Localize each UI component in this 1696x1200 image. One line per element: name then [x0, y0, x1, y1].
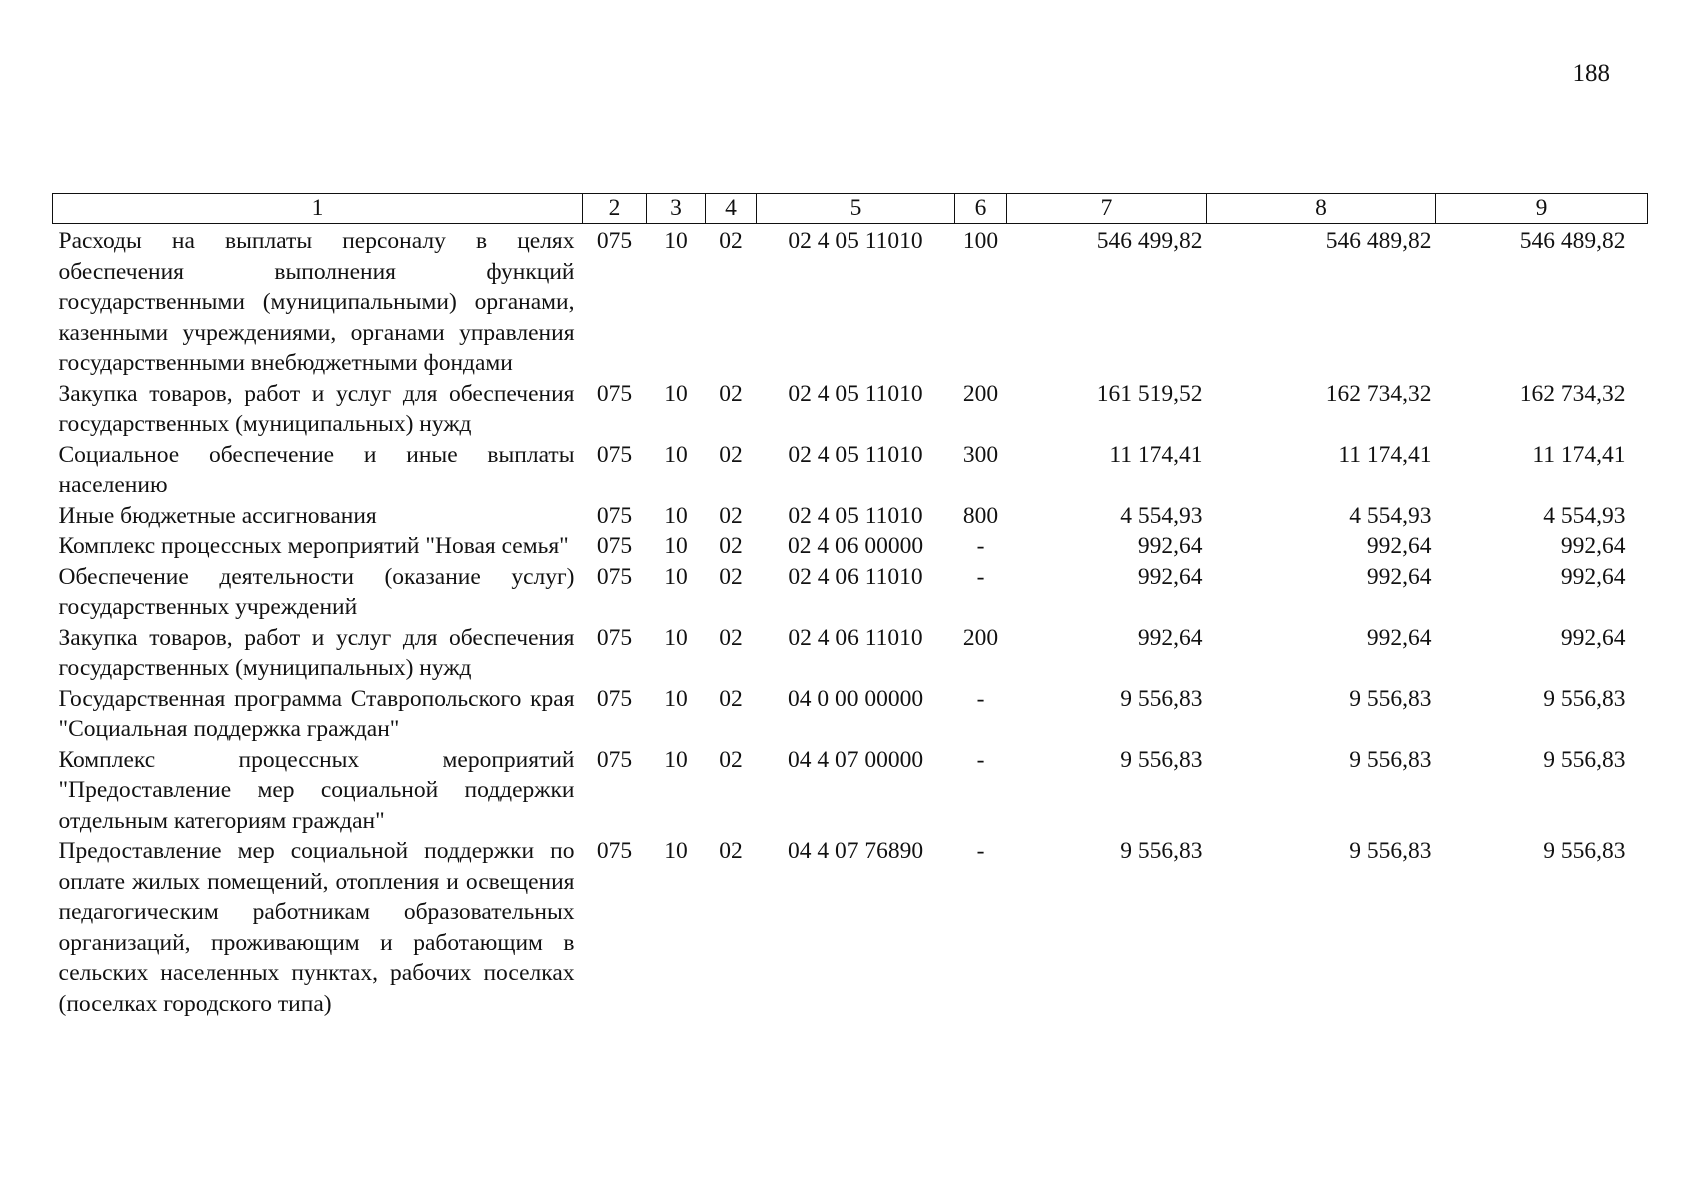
- row-section-code: 10: [664, 533, 688, 559]
- row-target-article: 04 4 07 00000: [787, 746, 924, 773]
- row-target-article: 02 4 05 11010: [788, 228, 923, 254]
- row-amount-col7: 992,64: [1137, 624, 1203, 651]
- table-row: [53, 379, 1648, 440]
- row-subsection-code: 02: [719, 563, 743, 590]
- table-row: [53, 501, 1648, 532]
- row-section-code: 10: [664, 746, 688, 773]
- row-ministry-code: 075: [596, 624, 633, 651]
- row-expense-type: -: [976, 563, 985, 590]
- row-section-code: 10: [664, 563, 688, 590]
- row-description: Расходы на выплаты персоналу в целях обеспечения выполнения функций государственными (муниципальными) органами, казенными учреждениями, органами управления государственными внебюджетными фондами: [58, 228, 575, 376]
- row-subsection-code: 02: [719, 533, 743, 559]
- row-amount-col7: 992,64: [1137, 563, 1203, 590]
- row-ministry-code: 075: [596, 563, 633, 590]
- table-header: [53, 194, 1648, 224]
- budget-table: [52, 193, 1648, 1019]
- row-amount-col9: 9 556,83: [1543, 685, 1626, 712]
- row-subsection-code: 02: [719, 685, 743, 712]
- row-expense-type: 200: [962, 624, 999, 651]
- row-description: Комплекс процессных мероприятий "Новая семья": [58, 533, 569, 559]
- row-amount-col8: 992,64: [1366, 563, 1432, 590]
- row-amount-col9: 4 554,93: [1543, 502, 1626, 529]
- row-amount-col8: 4 554,93: [1349, 502, 1432, 529]
- header-row: [53, 194, 1648, 224]
- row-amount-col8: 9 556,83: [1349, 838, 1432, 864]
- row-subsection-code: 02: [719, 502, 743, 529]
- row-section-code: 10: [664, 502, 688, 529]
- row-amount-col9: 9 556,83: [1543, 746, 1626, 773]
- row-amount-col8: 11 174,41: [1338, 441, 1432, 468]
- header-col-9: 9: [1436, 194, 1648, 224]
- row-description: Предоставление мер социальной поддержки по оплате жилых помещений, отопления и освещения педагогическим работникам образовательных организаций, проживающим и работающим в сельских населенных пунктах, рабочих поселках (поселках городского типа): [58, 838, 575, 1017]
- row-amount-col7: 161 519,52: [1096, 380, 1203, 407]
- row-section-code: 10: [664, 441, 688, 468]
- header-col-4: 4: [706, 194, 757, 224]
- row-description: Закупка товаров, работ и услуг для обеспечения государственных (муниципальных) нужд: [58, 624, 575, 681]
- row-description: Закупка товаров, работ и услуг для обеспечения государственных (муниципальных) нужд: [58, 380, 575, 437]
- row-ministry-code: 075: [596, 685, 633, 712]
- row-section-code: 10: [664, 838, 688, 864]
- table-row: [53, 531, 1648, 562]
- row-target-article: 02 4 06 00000: [787, 533, 924, 559]
- row-ministry-code: 075: [596, 441, 633, 468]
- row-amount-col9: 992,64: [1560, 533, 1626, 559]
- row-amount-col9: 9 556,83: [1543, 838, 1626, 864]
- row-expense-type: -: [976, 533, 985, 559]
- row-amount-col8: 992,64: [1366, 624, 1432, 651]
- row-target-article: 02 4 06 11010: [788, 624, 923, 651]
- row-expense-type: 100: [962, 228, 999, 254]
- row-target-article: 04 4 07 76890: [787, 838, 924, 864]
- row-amount-col8: 9 556,83: [1349, 685, 1432, 712]
- row-amount-col9: 546 489,82: [1519, 228, 1626, 254]
- row-amount-col8: 162 734,32: [1325, 380, 1432, 407]
- table-row: [53, 745, 1648, 837]
- row-amount-col8: 9 556,83: [1349, 746, 1432, 773]
- table-row: [53, 224, 1648, 379]
- row-target-article: 02 4 05 11010: [788, 380, 923, 407]
- header-col-2: 2: [583, 194, 647, 224]
- row-section-code: 10: [664, 380, 688, 407]
- row-section-code: 10: [664, 685, 688, 712]
- row-section-code: 10: [664, 228, 688, 254]
- row-target-article: 02 4 05 11010: [788, 502, 923, 529]
- row-target-article: 02 4 05 11010: [788, 441, 923, 468]
- header-col-8: 8: [1207, 194, 1436, 224]
- row-amount-col8: 546 489,82: [1325, 228, 1432, 254]
- row-section-code: 10: [664, 624, 688, 651]
- page-number: 188: [1572, 60, 1610, 87]
- row-subsection-code: 02: [719, 228, 743, 254]
- row-target-article: 02 4 06 11010: [788, 563, 923, 590]
- row-amount-col9: 992,64: [1560, 624, 1626, 651]
- row-expense-type: -: [976, 838, 985, 864]
- header-col-7: 7: [1007, 194, 1207, 224]
- row-ministry-code: 075: [596, 533, 633, 559]
- row-target-article: 04 0 00 00000: [787, 685, 924, 712]
- row-ministry-code: 075: [596, 228, 633, 254]
- row-description: Иные бюджетные ассигнования: [58, 502, 377, 529]
- row-amount-col9: 11 174,41: [1532, 441, 1626, 468]
- row-expense-type: 300: [962, 441, 999, 468]
- row-amount-col9: 162 734,32: [1519, 380, 1626, 407]
- row-subsection-code: 02: [719, 441, 743, 468]
- row-subsection-code: 02: [719, 380, 743, 407]
- row-expense-type: 200: [962, 380, 999, 407]
- table-row: [53, 836, 1648, 1019]
- row-ministry-code: 075: [596, 502, 633, 529]
- row-amount-col7: 992,64: [1137, 533, 1203, 559]
- table-row: [53, 684, 1648, 745]
- row-amount-col7: 9 556,83: [1120, 746, 1203, 773]
- row-expense-type: -: [976, 685, 985, 712]
- header-col-3: 3: [647, 194, 706, 224]
- row-subsection-code: 02: [719, 838, 743, 864]
- row-description: Государственная программа Ставропольского края "Социальная поддержка граждан": [58, 685, 575, 742]
- header-col-5: 5: [757, 194, 955, 224]
- table-body: [53, 224, 1648, 1020]
- header-col-1: 1: [53, 194, 583, 224]
- row-expense-type: -: [976, 746, 985, 773]
- row-subsection-code: 02: [719, 624, 743, 651]
- header-col-6: 6: [955, 194, 1007, 224]
- row-amount-col7: 11 174,41: [1109, 441, 1203, 468]
- table-row: [53, 440, 1648, 501]
- row-description: Комплекс процессных мероприятий "Предоставление мер социальной поддержки отдельным категориям граждан": [58, 746, 575, 834]
- row-ministry-code: 075: [596, 746, 633, 773]
- row-description: Обеспечение деятельности (оказание услуг) государственных учреждений: [58, 563, 575, 620]
- row-ministry-code: 075: [596, 838, 633, 864]
- table-row: [53, 562, 1648, 623]
- row-amount-col8: 992,64: [1366, 533, 1432, 559]
- row-amount-col7: 546 499,82: [1096, 228, 1203, 254]
- row-amount-col9: 992,64: [1560, 563, 1626, 590]
- table-row: [53, 623, 1648, 684]
- row-amount-col7: 4 554,93: [1120, 502, 1203, 529]
- row-description: Социальное обеспечение и иные выплаты населению: [58, 441, 575, 498]
- row-expense-type: 800: [962, 502, 999, 529]
- row-amount-col7: 9 556,83: [1120, 685, 1203, 712]
- row-ministry-code: 075: [596, 380, 633, 407]
- row-subsection-code: 02: [719, 746, 743, 773]
- row-amount-col7: 9 556,83: [1120, 838, 1203, 864]
